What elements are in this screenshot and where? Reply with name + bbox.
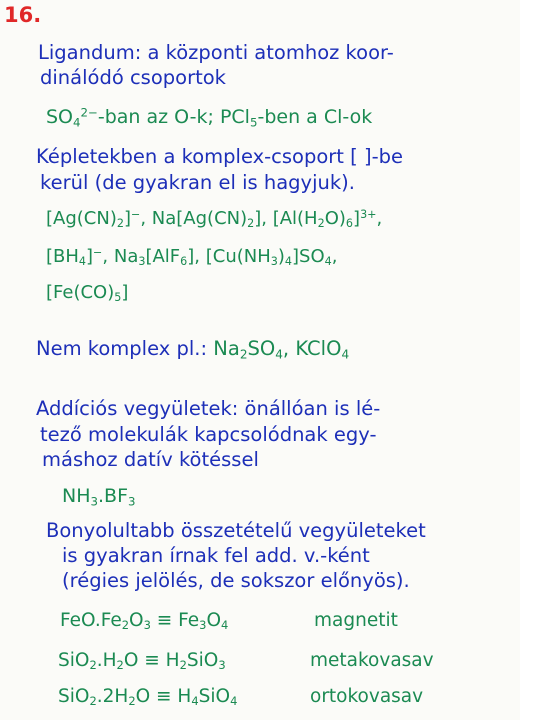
page-edge — [520, 0, 540, 720]
addition-definition-line-3: máshoz datív kötéssel — [42, 448, 259, 471]
formula-bh4: $[BH_4]^-$ — [46, 245, 103, 269]
example-row-magnetit: $FeO.Fe_2O_3 \equiv Fe_3O_4$ — [60, 610, 229, 633]
formula-al-h2o6: ], $[Al(H_2O)_6]^{3+}$, — [254, 207, 383, 231]
addition-note-line-2: is gyakran írnak fel add. v.-ként — [62, 544, 370, 567]
formula-cu-nh3-4-so4: ], $[Cu(NH_3)_4]SO_4$, — [187, 246, 338, 269]
acid-name-ortokovasav: ortokovasav — [310, 686, 424, 707]
ligand-definition-line-2: dinálódó csoportok — [40, 66, 226, 89]
complex-formulas-row-1 — [46, 207, 383, 231]
formula-nh3-bf3: $NH_3.BF_3$ — [62, 485, 136, 509]
ligand-example: $SO_4^{2-}$-ban az O-k; PCl$_5$-ben a Cl-ok — [46, 105, 373, 130]
complex-formulas-row-2 — [46, 245, 338, 269]
ligand-definition-line-1: Ligandum: a központi atomhoz koor- — [38, 41, 394, 64]
formula-note-line-1: Képletekben a komplex-csoport [ ]-be — [36, 145, 403, 168]
formula-note-line-2: kerül (de gyakran el is hagyjuk). — [40, 171, 355, 194]
non-complex-examples: Nem komplex pl.: $Na_2SO_4$, KClO$_4$ — [36, 337, 350, 362]
formula-na-ag-cn2: , $Na[Ag(CN)_2$ — [140, 208, 255, 231]
sulfate-formula: $SO_4^{2-}$ — [46, 105, 98, 130]
mineral-name-magnetit: magnetit — [314, 610, 398, 631]
page-number: 16. — [4, 3, 42, 27]
addition-note-line-3: (régies jelölés, de sokszor előnyös). — [62, 569, 410, 592]
formula-na3-alf6: , $Na_3[AlF_6$ — [102, 246, 188, 269]
formula-fe-co5: $[Fe(CO)_5]$ — [46, 282, 129, 305]
formula-ag-cn2: $[Ag(CN)_2]^-$ — [46, 207, 141, 231]
acid-name-metakovasav: metakovasav — [310, 650, 434, 671]
addition-definition-line-2: tező molekulák kapcsolódnak egy- — [40, 423, 377, 446]
example-row-metakovasav: $SiO_2.H_2O \equiv H_2SiO_3$ — [58, 650, 226, 673]
addition-definition-line-1: Addíciós vegyületek: önállóan is lé- — [36, 397, 381, 420]
addition-note-line-1: Bonyolultabb összetételű vegyületeket — [46, 519, 426, 542]
example-row-ortokovasav: $SiO_2.2H_2O \equiv H_4SiO_4$ — [58, 686, 238, 709]
formula-kclo4: KClO$_4$ — [295, 337, 350, 362]
formula-na2so4: $Na_2SO_4$ — [213, 337, 283, 362]
